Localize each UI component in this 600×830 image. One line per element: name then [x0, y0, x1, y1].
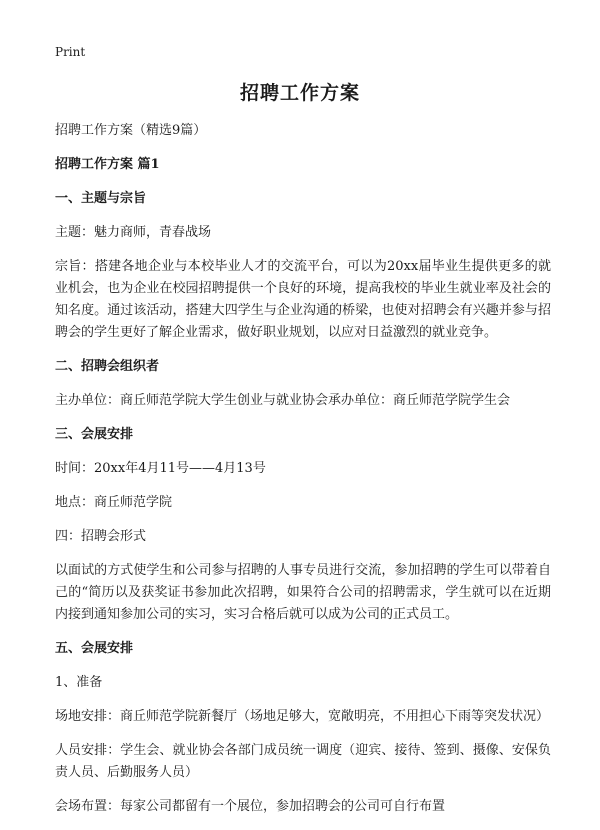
venue-text: 场地安排：商丘师范学院新餐厅（场地足够大，宽敞明亮，不用担心下雨等突发状况） — [55, 709, 550, 724]
staff-text: 人员安排：学生会、就业协会各部门成员统一调度（迎宾、接待、签到、摄像、安保负责人员、后勤服务人员） — [55, 743, 551, 780]
print-label[interactable]: Print — [55, 45, 86, 59]
heading-arrangement: 五、会展安排 — [55, 641, 134, 656]
document-title: 招聘工作方案 — [239, 82, 360, 104]
theme-text: 主题：魅力商师，青春战场 — [55, 225, 212, 240]
form-title: 四：招聘会形式 — [55, 529, 147, 544]
purpose-text: 宗旨：搭建各地企业与本校毕业人才的交流平台，可以为20xx届毕业生提供更多的就业机会，也为企业在校园招聘提供一个良好的环境，提高我校的毕业生就业率及社会的知名度。通过该活动，搭建大四学生与企业沟通的桥梁，也使对招聘会有兴趣并参与招聘会的学生更好了解企业需求，做好职业规划，以应对日益激烈的就业竞争。 — [55, 259, 551, 340]
section-title: 招聘工作方案 篇1 — [55, 157, 160, 172]
organizer-text: 主办单位：商丘师范学院大学生创业与就业协会承办单位：商丘师范学院学生会 — [55, 393, 511, 408]
time-text: 时间：20xx年4月11号——4月13号 — [55, 461, 266, 476]
heading-schedule: 三、会展安排 — [55, 427, 134, 442]
document-subtitle: 招聘工作方案（精选9篇） — [55, 123, 207, 138]
heading-organizer: 二、招聘会组织者 — [55, 359, 160, 374]
layout-text: 会场布置：每家公司都留有一个展位，参加招聘会的公司可自行布置 — [55, 799, 446, 814]
location-text: 地点：商丘师范学院 — [55, 495, 173, 510]
form-text: 以面试的方式使学生和公司参与招聘的人事专员进行交流，参加招聘的学生可以带着自己的“简历以及获奖证书参加此次招聘，如果符合公司的招聘需求，学生就可以在近期内接到通知参加公司的实习，实习合格后就可以成为公司的正式员工。 — [55, 563, 551, 622]
heading-theme: 一、主题与宗旨 — [55, 191, 147, 206]
prep-text: 1、准备 — [55, 675, 103, 690]
document-body — [55, 120, 551, 830]
